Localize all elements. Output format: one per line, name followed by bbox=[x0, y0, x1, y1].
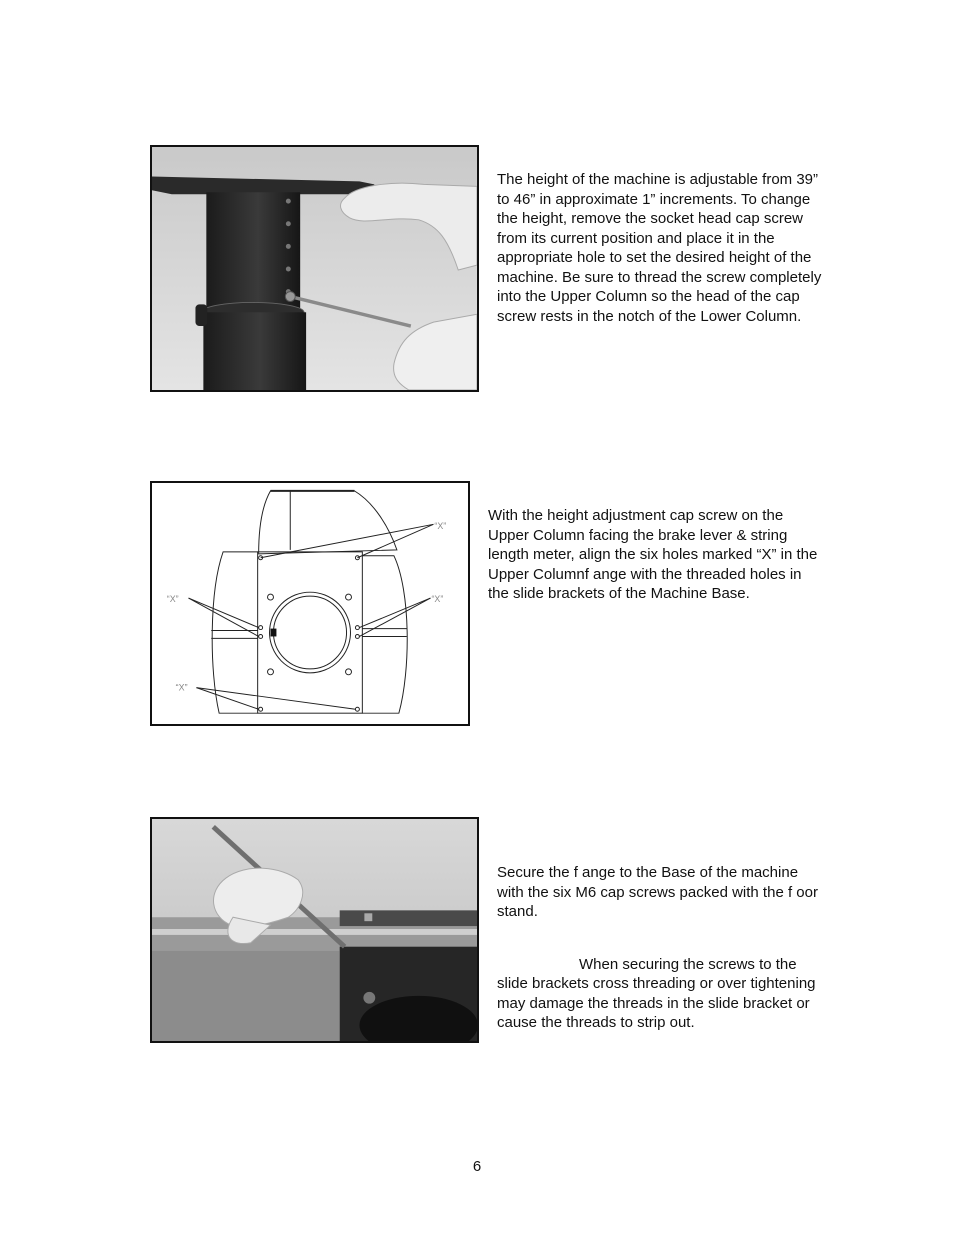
x-label-bottom-left: “X” bbox=[175, 682, 188, 693]
x-label-right: “X” bbox=[431, 594, 444, 605]
flange-diagram bbox=[150, 481, 470, 726]
section-1-text bbox=[497, 170, 827, 326]
x-label-top-right: “X” bbox=[434, 521, 447, 532]
page-number: 6 bbox=[472, 1158, 482, 1175]
section-3-text bbox=[497, 863, 827, 1033]
section-2-paragraph: With the height adjustment cap screw on the Upper Column facing the brake lever & string length meter, align the six holes marked “X” in the Upper Columnf ange with the threaded holes in the slide brackets of the Machine Base. bbox=[488, 507, 818, 602]
column-height-photo bbox=[150, 145, 479, 392]
section-3-paragraph-1: Secure the f ange to the Base of the machine with the six M6 cap screws packed with the f oor stand. bbox=[497, 864, 818, 920]
section-3-paragraph-2: When securing the screws to the slide brackets cross threading or over tightening may damage the threads in the slide bracket or cause the threads to strip out. bbox=[497, 955, 816, 1031]
section-2-text bbox=[488, 506, 823, 604]
x-label-left: “X” bbox=[166, 594, 179, 605]
securing-flange-photo bbox=[150, 817, 479, 1043]
section-1-paragraph: The height of the machine is adjustable from 39” to 46” in approximate 1” increments. To change the height, remove the socket head cap screw from its current position and place it in the appropriate hole to set the desired height of the machine. Be sure to thread the screw completely into the Upper Column so the head of the cap screw rests in the notch of the Lower Column. bbox=[497, 171, 822, 325]
